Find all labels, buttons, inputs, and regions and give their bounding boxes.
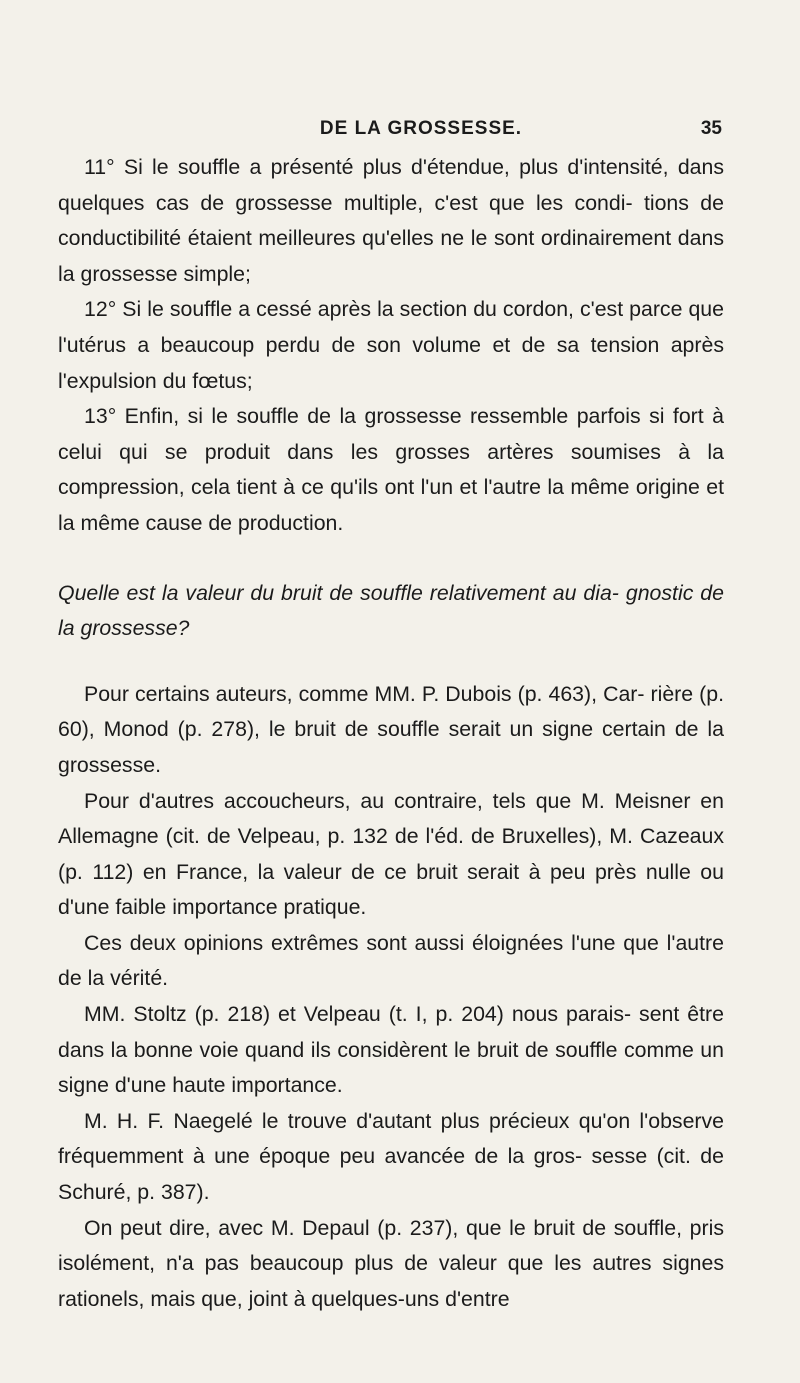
- paragraph-13: 13° Enfin, si le souffle de la grossesse ressemble parfois si fort à celui qui se produit dans les grosses artères soumises à la compression, cela tient à ce qu'ils ont l'un et l'autre la même origine et la même cause de production.: [58, 404, 724, 535]
- paragraph-naegele: M. H. F. Naegelé le trouve d'autant plus précieux qu'on l'observe fréquemment à une époque peu avancée de la gros- sesse (cit. de Schuré, p. 387).: [58, 1108, 724, 1205]
- page-number: 35: [700, 118, 722, 139]
- paragraph-12: 12° Si le souffle a cessé après la section du cordon, c'est parce que l'utérus a beaucoup perdu de son volume et de sa tension après l'expulsion du fœtus;: [58, 297, 724, 393]
- section-question: Quelle est la valeur du bruit de souffle relativement au dia- gnostic de la grossesse?: [58, 580, 724, 641]
- paragraph-others: Pour d'autres accoucheurs, au contraire, tels que M. Meisner en Allemagne (cit. de Velpeau, p. 132 de l'éd. de Bruxelles), M. Cazeaux (p. 112) en France, la valeur de ce bruit serait à peu près nulle ou d'une faible importance pratique.: [58, 788, 724, 920]
- paragraph-opinions: Ces deux opinions extrêmes sont aussi éloignées l'une que l'autre de la vérité.: [58, 930, 724, 991]
- paragraph-stoltz: MM. Stoltz (p. 218) et Velpeau (t. I, p. 204) nous parais- sent être dans la bonne voie quand ils considèrent le bruit de souffle comme un signe d'une haute importance.: [58, 1002, 724, 1098]
- page-header: [120, 118, 722, 142]
- running-head: DE LA GROSSESSE.: [319, 118, 523, 139]
- paragraph-11: 11° Si le souffle a présenté plus d'étendue, plus d'intensité, dans quelques cas de grossesse multiple, c'est que les condi- tions de conductibilité étaient meilleures qu'elles ne le sont ordinairement dans la grossesse simple;: [58, 155, 724, 286]
- paragraph-depaul: On peut dire, avec M. Depaul (p. 237), que le bruit de souffle, pris isolément, n'a pas beaucoup plus de valeur que les autres signes rationels, mais que, joint à quelques-uns d'entre: [58, 1215, 724, 1311]
- body-text: [58, 150, 724, 1317]
- paragraph-authors: Pour certains auteurs, comme MM. P. Dubois (p. 463), Car- rière (p. 60), Monod (p. 278), le bruit de souffle serait un signe certain de la grossesse.: [58, 681, 724, 777]
